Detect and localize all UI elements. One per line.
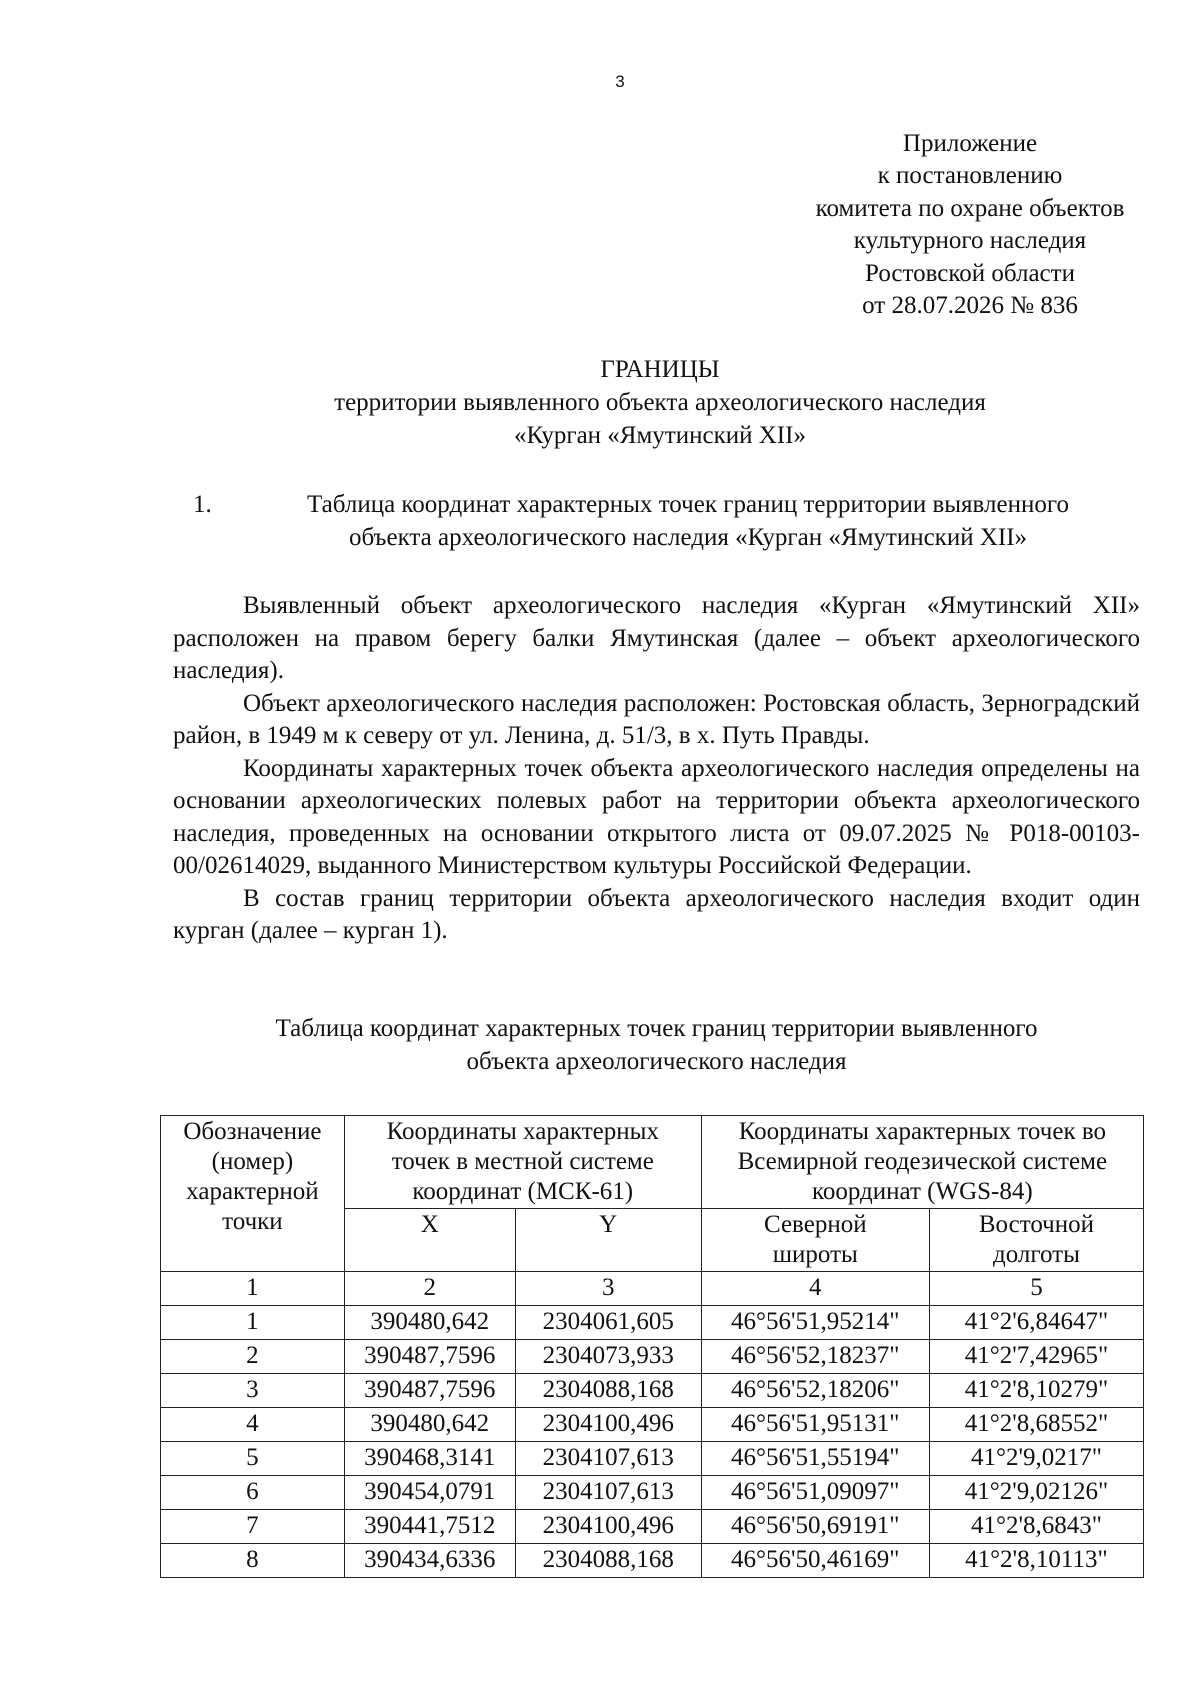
appendix-line: Ростовской области bbox=[865, 259, 1075, 287]
wgs-latitude-cell: 46°56'50,69191" bbox=[701, 1510, 929, 1544]
table-row bbox=[161, 1374, 1144, 1408]
paragraph: Координаты характерных точек объекта археологического наследия определены на основании археологических полевых работ на территории объекта археологического наследия, проведенных на основании открытого листа от 09.07.2025 № Р018-00103-00/02614029, выданного Министерством культуры Российской Федерации. bbox=[173, 754, 1140, 879]
page-number: 3 bbox=[615, 72, 625, 91]
wgs-longitude-cell: 41°2'8,6843" bbox=[929, 1510, 1143, 1544]
paragraph: В состав границ территории объекта археологического наследия входит один курган (далее – курган 1). bbox=[173, 884, 1140, 944]
msk-y-cell: 2304107,613 bbox=[515, 1476, 701, 1510]
table-row bbox=[161, 1510, 1144, 1544]
msk-x-cell: 390487,7596 bbox=[344, 1374, 515, 1408]
appendix-line: от 28.07.2026 № 836 bbox=[862, 292, 1078, 320]
coordinates-table bbox=[160, 1115, 1144, 1578]
body-text bbox=[173, 590, 1140, 948]
column-number: 4 bbox=[701, 1272, 929, 1306]
appendix-line: культурного наследия bbox=[853, 227, 1087, 255]
header-latitude: Северной широты bbox=[701, 1209, 929, 1272]
title-main: ГРАНИЦЫ bbox=[600, 356, 720, 383]
column-number: 2 bbox=[344, 1272, 515, 1306]
msk-y-cell: 2304073,933 bbox=[515, 1340, 701, 1374]
title-line: «Курган «Ямутинский XII» bbox=[514, 422, 806, 449]
msk-y-cell: 2304107,613 bbox=[515, 1442, 701, 1476]
appendix-line: к постановлению bbox=[877, 162, 1063, 190]
table-row bbox=[161, 1340, 1144, 1374]
wgs-latitude-cell: 46°56'51,55194" bbox=[701, 1442, 929, 1476]
header-y: Y bbox=[515, 1209, 701, 1272]
paragraph: Выявленный объект археологического наследия «Курган «Ямутинский XII» расположен на правом берегу балки Ямутинская (далее – объект археологического наследия). bbox=[173, 592, 1140, 684]
msk-x-cell: 390454,0791 bbox=[344, 1476, 515, 1510]
header-longitude: Восточной долготы bbox=[929, 1209, 1143, 1272]
table-row bbox=[161, 1408, 1144, 1442]
msk-x-cell: 390487,7596 bbox=[344, 1340, 515, 1374]
wgs-longitude-cell: 41°2'8,10113" bbox=[929, 1544, 1143, 1578]
column-number: 1 bbox=[161, 1272, 345, 1306]
wgs-longitude-cell: 41°2'8,68552" bbox=[929, 1408, 1143, 1442]
column-numbers-row bbox=[161, 1272, 1144, 1306]
msk-x-cell: 390434,6336 bbox=[344, 1544, 515, 1578]
wgs-longitude-cell: 41°2'6,84647" bbox=[929, 1306, 1143, 1340]
table-header-row bbox=[161, 1116, 1144, 1209]
point-number-cell: 7 bbox=[161, 1510, 345, 1544]
wgs-latitude-cell: 46°56'51,95131" bbox=[701, 1408, 929, 1442]
table-row bbox=[161, 1442, 1144, 1476]
point-number-cell: 5 bbox=[161, 1442, 345, 1476]
column-number: 3 bbox=[515, 1272, 701, 1306]
msk-x-cell: 390468,3141 bbox=[344, 1442, 515, 1476]
wgs-longitude-cell: 41°2'7,42965" bbox=[929, 1340, 1143, 1374]
header-wgs: Координаты характерных точек во Всемирной геодезической системе координат (WGS-84) bbox=[701, 1116, 1143, 1209]
msk-y-cell: 2304061,605 bbox=[515, 1306, 701, 1340]
point-number-cell: 4 bbox=[161, 1408, 345, 1442]
appendix-block bbox=[780, 128, 1160, 322]
section-title-line: Таблица координат характерных точек границ территории выявленного bbox=[307, 491, 1069, 518]
appendix-line: комитета по охране объектов bbox=[815, 194, 1125, 222]
appendix-line: Приложение bbox=[902, 130, 1038, 157]
point-number-cell: 6 bbox=[161, 1476, 345, 1510]
msk-y-cell: 2304100,496 bbox=[515, 1408, 701, 1442]
msk-y-cell: 2304100,496 bbox=[515, 1510, 701, 1544]
document-title bbox=[160, 353, 1160, 452]
table-caption-line: объекта археологического наследия bbox=[466, 1048, 847, 1075]
section-title bbox=[238, 488, 1138, 554]
header-msk: Координаты характерных точек в местной системе координат (МСК-61) bbox=[344, 1116, 701, 1209]
msk-x-cell: 390441,7512 bbox=[344, 1510, 515, 1544]
title-line: территории выявленного объекта археологического наследия bbox=[334, 389, 986, 416]
wgs-longitude-cell: 41°2'9,0217" bbox=[929, 1442, 1143, 1476]
paragraph: Объект археологического наследия расположен: Ростовская область, Зерноградский район, в 1949 м к северу от ул. Ленина, д. 51/3, в х. Путь Правды. bbox=[173, 689, 1140, 749]
msk-y-cell: 2304088,168 bbox=[515, 1374, 701, 1408]
point-number-cell: 1 bbox=[161, 1306, 345, 1340]
msk-x-cell: 390480,642 bbox=[344, 1408, 515, 1442]
section-number: 1. bbox=[193, 491, 212, 518]
table-row bbox=[161, 1476, 1144, 1510]
wgs-latitude-cell: 46°56'51,95214" bbox=[701, 1306, 929, 1340]
msk-y-cell: 2304088,168 bbox=[515, 1544, 701, 1578]
wgs-latitude-cell: 46°56'52,18206" bbox=[701, 1374, 929, 1408]
table-row bbox=[161, 1306, 1144, 1340]
point-number-cell: 2 bbox=[161, 1340, 345, 1374]
header-x: X bbox=[344, 1209, 515, 1272]
wgs-latitude-cell: 46°56'51,09097" bbox=[701, 1476, 929, 1510]
wgs-longitude-cell: 41°2'9,02126" bbox=[929, 1476, 1143, 1510]
point-number-cell: 8 bbox=[161, 1544, 345, 1578]
point-number-cell: 3 bbox=[161, 1374, 345, 1408]
wgs-latitude-cell: 46°56'50,46169" bbox=[701, 1544, 929, 1578]
table-caption-line: Таблица координат характерных точек границ территории выявленного bbox=[275, 1015, 1038, 1042]
table-row bbox=[161, 1544, 1144, 1578]
column-number: 5 bbox=[929, 1272, 1143, 1306]
header-point: Обозначение (номер) характерной точки bbox=[161, 1116, 345, 1272]
wgs-latitude-cell: 46°56'52,18237" bbox=[701, 1340, 929, 1374]
section-title-line: объекта археологического наследия «Курган «Ямутинский XII» bbox=[348, 524, 1028, 551]
wgs-longitude-cell: 41°2'8,10279" bbox=[929, 1374, 1143, 1408]
msk-x-cell: 390480,642 bbox=[344, 1306, 515, 1340]
table-caption bbox=[173, 1012, 1140, 1078]
